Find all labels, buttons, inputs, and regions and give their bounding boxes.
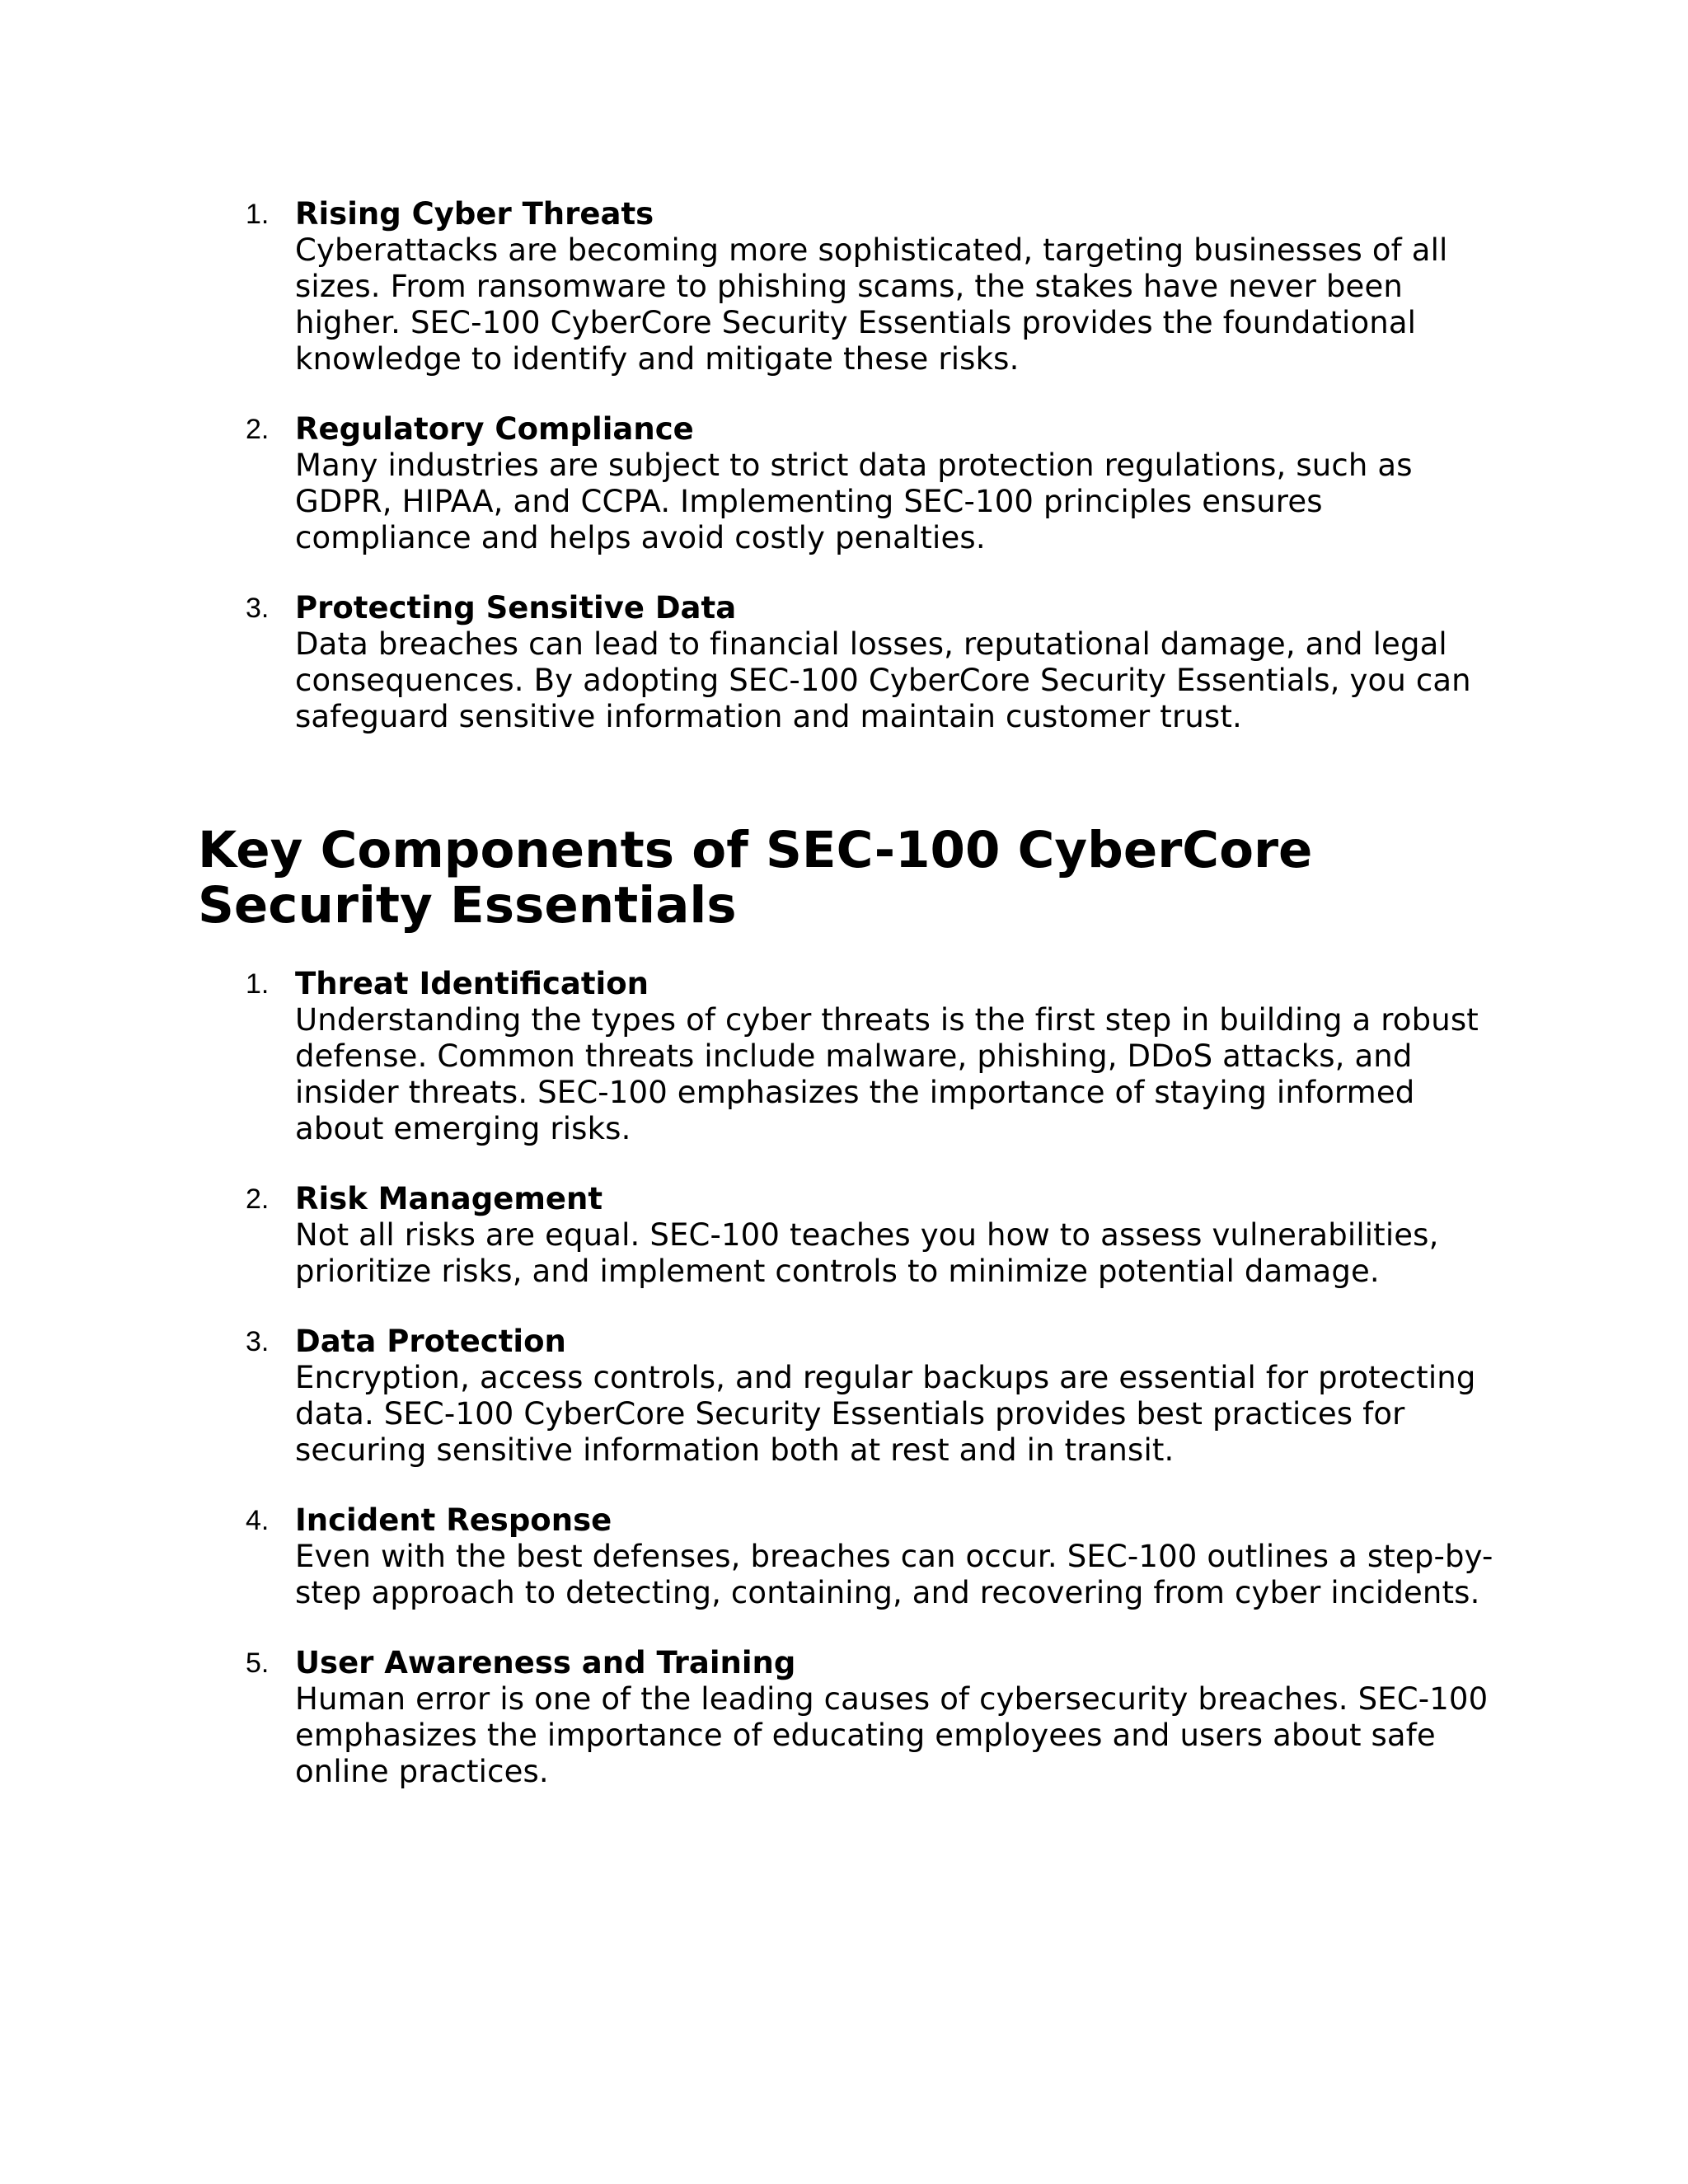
list-item-body: Cyberattacks are becoming more sophisticated, targeting businesses of all sizes. From ransomware to phishing scams, the stakes have never been higher. SEC-100 CyberCore Security Essentials provides the foundational knowledge to identify and mitigate these risks. [295,232,1448,377]
list-item-title: Protecting Sensitive Data [295,590,737,626]
list-item-body: Not all risks are equal. SEC-100 teaches you how to assess vulnerabilities, prioritize risks, and implement controls to minimize potential damage. [295,1217,1439,1289]
list-item-title: Regulatory Compliance [295,411,694,447]
list-item [198,196,1500,377]
list-item-body: Human error is one of the leading causes of cybersecurity breaches. SEC-100 emphasizes the importance of educating employees and users about safe online practices. [295,1681,1489,1789]
list-item-body: Even with the best defenses, breaches can occur. SEC-100 outlines a step-by-step approach to detecting, containing, and recovering from cyber incidents. [295,1539,1493,1610]
list-item-body: Many industries are subject to strict data protection regulations, such as GDPR, HIPAA, and CCPA. Implementing SEC-100 principles ensures compliance and helps avoid costly penalties. [295,448,1413,555]
list-item-number: 3. [246,593,270,624]
section-heading: Key Components of SEC-100 CyberCore Security Essentials [198,821,1313,935]
list-item-number: 2. [246,414,270,445]
list-item-number: 3. [246,1326,270,1357]
list-item [198,966,1500,1147]
key-components-list [198,966,1500,1824]
list-item [198,1645,1500,1790]
list-item-title: Rising Cyber Threats [295,196,654,232]
list-item-title: Threat Identification [295,966,649,1001]
list-item-number: 1. [246,199,270,230]
list-item [198,1324,1500,1469]
list-item-number: 2. [246,1183,270,1215]
importance-list [198,196,1500,769]
list-item-number: 4. [246,1505,270,1536]
list-item-title: Incident Response [295,1502,612,1538]
list-item [198,411,1500,556]
list-item-number: 5. [246,1647,270,1679]
list-item-body: Understanding the types of cyber threats is the first step in building a robust defense. Common threats include malware, phishing, DDoS attacks, and insider threats. SEC-100 emphasizes the importance of staying informed about emerging risks. [295,1002,1479,1146]
list-item-title: Data Protection [295,1324,566,1359]
list-item [198,1502,1500,1611]
list-item-body: Encryption, access controls, and regular backups are essential for protecting data. SEC-100 CyberCore Security Essentials provides best practices for securing sensitive information both at rest and in transit. [295,1360,1476,1468]
list-item [198,590,1500,735]
list-item-title: User Awareness and Training [295,1645,796,1680]
list-item [198,1181,1500,1290]
list-item-body: Data breaches can lead to financial losses, reputational damage, and legal consequences. By adopting SEC-100 CyberCore Security Essentials, you can safeguard sensitive information and maintain customer trust. [295,626,1471,734]
list-item-title: Risk Management [295,1181,603,1216]
list-item-number: 1. [246,968,270,1000]
